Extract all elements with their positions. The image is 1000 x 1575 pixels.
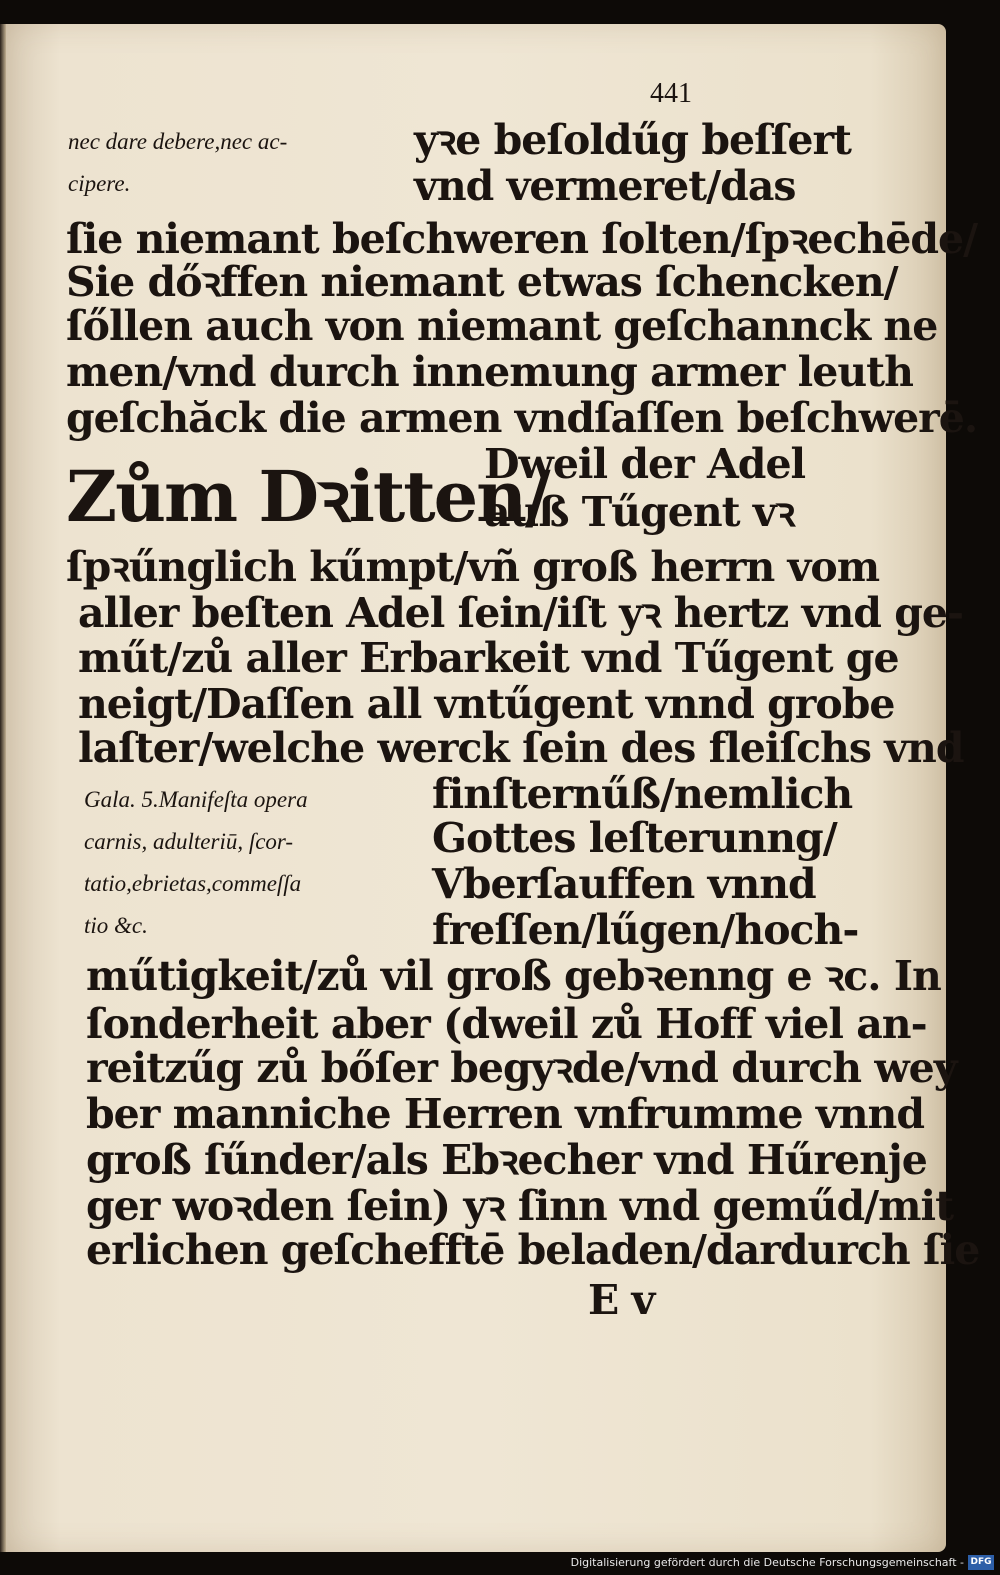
text-line: Dweil der Adel xyxy=(484,440,806,488)
catchword: E v xyxy=(588,1276,655,1324)
text-line: műtigkeit/zů vil groß gebꝛenng e ꝛc. In xyxy=(86,952,941,1000)
text-line: freſſen/lűgen/hoch- xyxy=(432,906,859,954)
margin-note-line: Gala. 5.Manifeſta opera xyxy=(84,787,308,812)
text-line: aller beſten Adel ſein/iſt yꝛ hertz vnd ge- xyxy=(78,589,963,637)
text-line: ſpꝛűnglich kűmpt/vñ groß herrn vom xyxy=(66,543,880,591)
text-line: Vberſauffen vnnd xyxy=(432,860,816,908)
text-line: men/vnd durch innemung armer leuth xyxy=(66,348,913,396)
dfg-logo-icon: DFG xyxy=(968,1555,994,1570)
page-edge-shadow xyxy=(0,24,6,1552)
text-line: erlichen geſchefftē beladen/dardurch ſie xyxy=(86,1226,980,1274)
margin-note-line: tio &c. xyxy=(84,913,148,938)
section-heading: Zům Dꝛitten/ xyxy=(66,455,549,538)
margin-note-line: carnis, adulteriū, ſcor- xyxy=(84,829,294,854)
text-line: ſie niemant beſchweren ſolten/ſpꝛechēde/ xyxy=(66,215,978,263)
text-line: auß Tűgent vꝛ xyxy=(484,488,795,536)
text-line: Sie dőꝛffen niemant etwas ſchencken/ xyxy=(66,258,898,306)
funding-credit: Digitalisierung gefördert durch die Deutsche Forschungsgemeinschaft - xyxy=(570,1556,964,1569)
text-line: vnd vermeret/das xyxy=(414,162,796,210)
text-line: yꝛe beſoldűg beſſert xyxy=(414,116,852,164)
text-line: ſőllen auch von niemant geſchannck ne xyxy=(66,302,938,350)
text-line: Gottes leſterunng/ xyxy=(432,814,837,862)
text-line: neigt/Daſſen all vntűgent vnnd grobe xyxy=(78,680,895,728)
text-line: geſchăck die armen vndſaſſen beſchwerē. xyxy=(66,394,978,442)
margin-note-line: nec dare debere,nec ac- xyxy=(68,129,288,154)
text-line: reitzűg zů bőſer begyꝛde/vnd durch wey xyxy=(86,1044,957,1092)
text-line: műt/zů aller Erbarkeit vnd Tűgent ge xyxy=(78,634,899,682)
text-line: ber manniche Herren vnfrumme vnnd xyxy=(86,1090,925,1138)
text-line: groß ſűnder/als Ebꝛecher vnd Hűrenje xyxy=(86,1136,927,1184)
margin-note-line: cipere. xyxy=(68,171,131,196)
page-number: 441 xyxy=(650,78,692,109)
text-line: finſternűß/nemlich xyxy=(432,770,853,818)
text-line: laſter/welche werck ſein des fleiſchs vnd xyxy=(78,724,964,772)
text-line: ſonderheit aber (dweil zů Hoff viel an- xyxy=(86,1000,927,1048)
margin-note-line: tatio,ebrietas,commeſſa xyxy=(84,871,302,896)
text-line: ger woꝛden ſein) yꝛ ſinn vnd geműd/mit xyxy=(86,1182,954,1230)
